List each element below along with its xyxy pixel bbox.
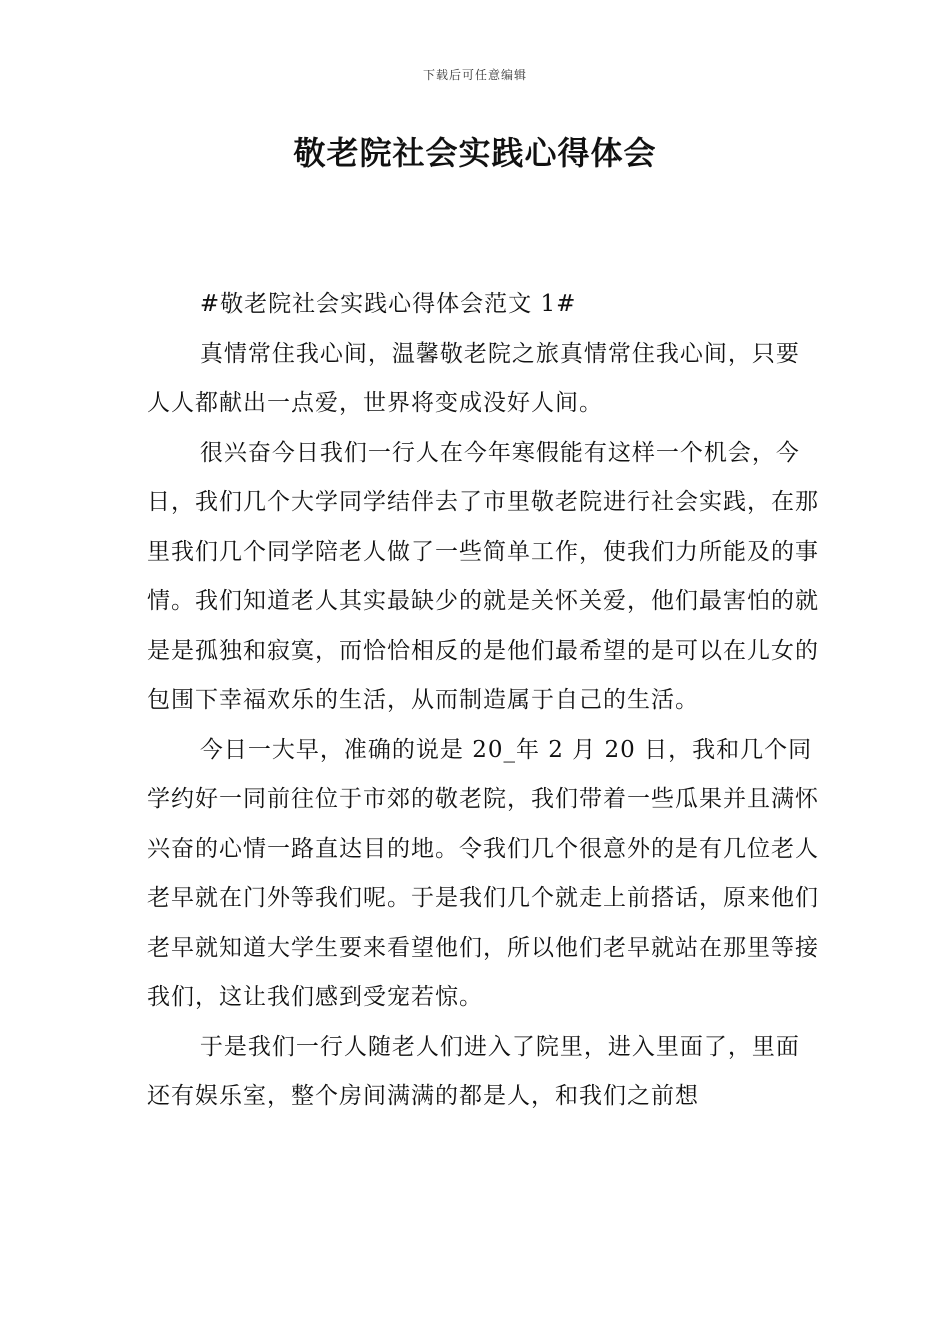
- header-note: 下载后可任意编辑: [422, 68, 527, 82]
- paragraph: 今日一大早，准确的说是 20_年 2 月 20 日，我和几个同学约好一同前往位于市郊的敬老院，我们带着一些瓜果并且满怀兴奋的心情一路直达目的地。令我们几个很意外的是有几位老人老早就在门外等我们呢。于是我们几个就走上前搭话，原来他们老早就知道大学生要来看望他们，所以他们老早就站在那里等接我们，这让我们感到受宠若惊。: [147, 736, 819, 1010]
- paragraph: 很兴奋今日我们一行人在今年寒假能有这样一个机会，今日，我们几个大学同学结伴去了市里敬老院进行社会实践，在那里我们几个同学陪老人做了一些简单工作，使我们力所能及的事情。我们知道老人其实最缺少的就是关怀关爱，他们最害怕的就是是孤独和寂寞，而恰恰相反的是他们最希望的是可以在儿女的包围下幸福欢乐的生活，从而制造属于自己的生活。: [147, 439, 819, 713]
- document-title: 敬老院社会实践心得体会: [293, 134, 657, 172]
- section-subtitle: #敬老院社会实践心得体会范文 1#: [199, 291, 577, 317]
- paragraph: 于是我们一行人随老人们进入了院里，进入里面了，里面还有娱乐室，整个房间满满的都是人，和我们之前想: [147, 1033, 800, 1109]
- paragraph: 真情常住我心间，温馨敬老院之旅真情常住我心间，只要人人都献出一点爱，世界将变成没好人间。: [147, 340, 800, 416]
- document-body: [147, 280, 819, 1122]
